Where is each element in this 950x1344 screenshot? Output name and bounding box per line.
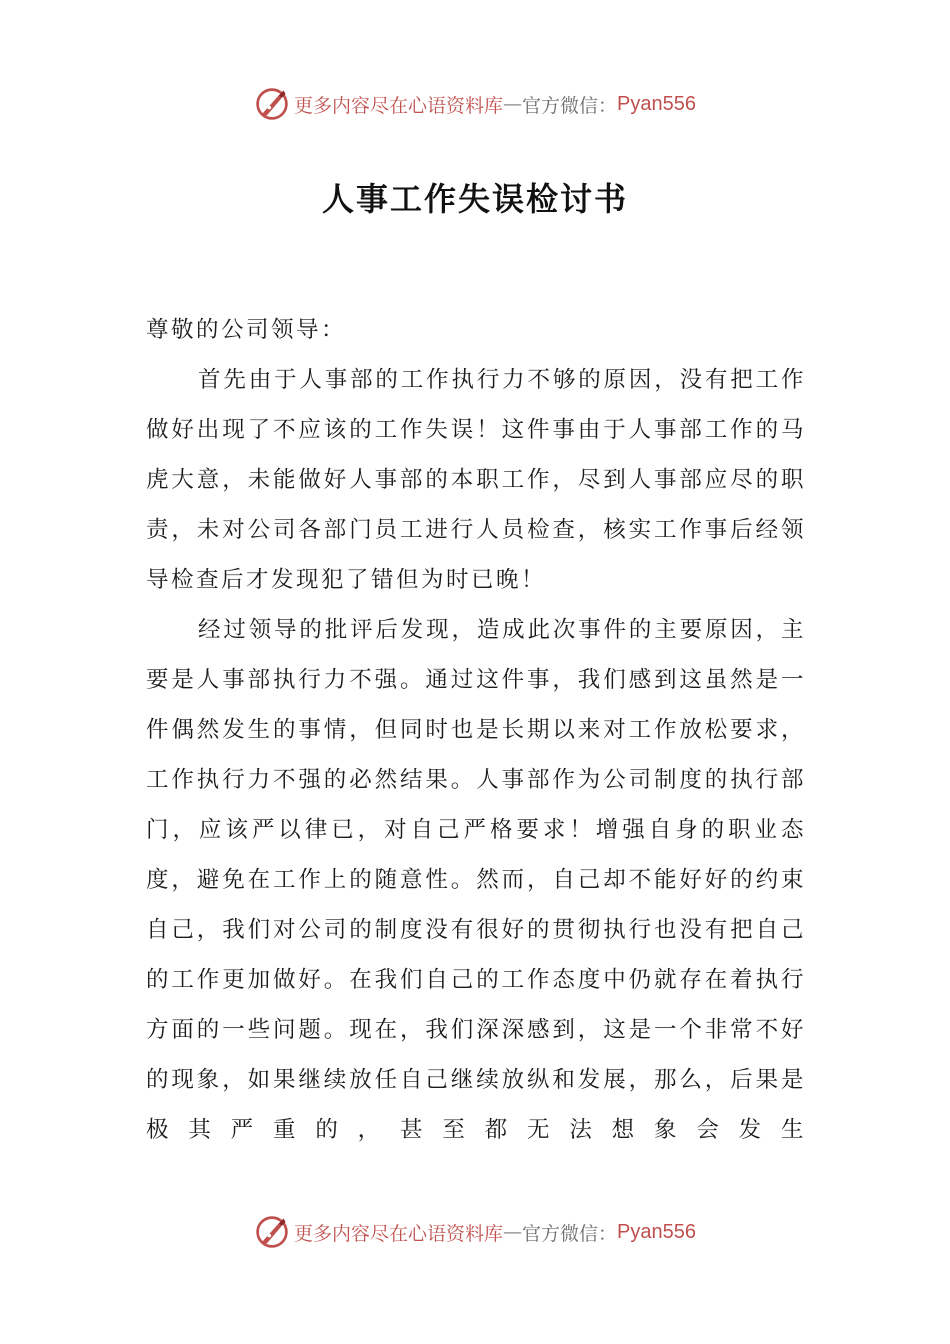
pen-nib-logo-icon [254, 86, 290, 122]
banner-dash: — [503, 1221, 523, 1243]
banner-slogan: 更多内容尽在心语资料库 [294, 1222, 504, 1245]
document-title: 人事工作失误检讨书 [321, 180, 628, 218]
salutation: 尊敬的公司领导： [146, 317, 347, 343]
banner-wechat-id: Pyan556 [617, 1220, 696, 1243]
document-body [146, 305, 806, 1155]
pen-nib-logo-icon [254, 1214, 290, 1250]
banner-slogan: 更多内容尽在心语资料库 [294, 94, 504, 117]
paragraph-1: 首先由于人事部的工作执行力不够的原因，没有把工作做好出现了不应该的工作失误！这件事由于人事部工作的马虎大意，未能做好人事部的本职工作，尽到人事部应尽的职责，未对公司各部门员工进行人员检查，核实工作事后经领导检查后才发现犯了错但为时已晚！ [146, 367, 806, 593]
banner-wechat-label: 官方微信： [522, 94, 618, 117]
paragraph-2: 经过领导的批评后发现，造成此次事件的主要原因，主要是人事部执行力不强。通过这件事，我们感到这虽然是一件偶然发生的事情，但同时也是长期以来对工作放松要求，工作执行力不强的必然结果。人事部作为公司制度的执行部门，应该严以律已，对自己严格要求！增强自身的职业态度，避免在工作上的随意性。然而，自己却不能好好的约束自己，我们对公司的制度没有很好的贯彻执行也没有把自己的工作更加做好。在我们自己的工作态度中仍就存在着执行方面的一些问题。现在，我们深深感到，这是一个非常不好的现象，如果继续放任自己继续放纵和发展，那么，后果是极其严重的，甚至都无法想象会发生 [146, 617, 806, 1143]
banner-dash: — [503, 93, 523, 115]
banner-wechat-id: Pyan556 [617, 92, 696, 115]
footer-banner [0, 1212, 950, 1252]
banner-wechat-label: 官方微信： [522, 1222, 618, 1245]
header-banner [0, 84, 950, 124]
